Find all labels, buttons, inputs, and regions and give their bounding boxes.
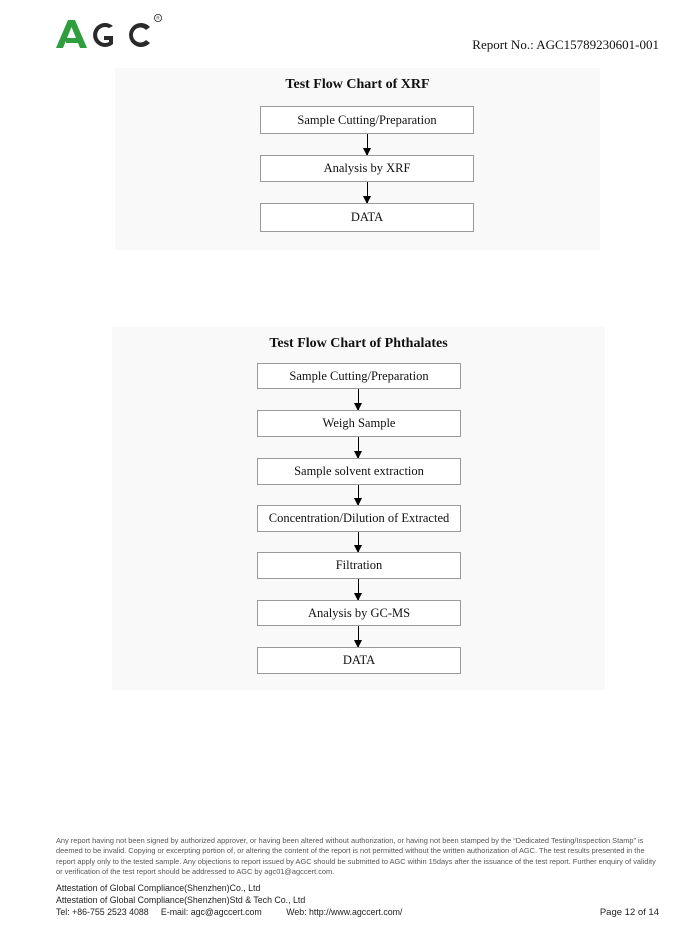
xrf-flow-chart <box>115 68 600 250</box>
xrf-step-box: Analysis by XRF <box>260 155 474 182</box>
agc-logo <box>56 14 166 54</box>
phthalates-step-box: DATA <box>257 647 461 674</box>
xrf-step-box: Sample Cutting/Preparation <box>260 106 474 134</box>
svg-text:R: R <box>156 15 160 21</box>
flow-arrow <box>367 134 368 155</box>
report-number: Report No.: AGC15789230601-001 <box>472 37 659 52</box>
phthalates-step-box: Sample Cutting/Preparation <box>257 363 461 389</box>
flow-arrow <box>358 579 359 600</box>
phthalates-step-box: Concentration/Dilution of Extracted <box>257 505 461 532</box>
page-number: Page 12 of 14 <box>599 907 659 918</box>
phthalates-step-box: Analysis by GC-MS <box>257 600 461 626</box>
contact-info: Tel: +86-755 2523 4088 E-mail: agc@agccert.com Web: http://www.agccert.com/ <box>56 907 403 917</box>
flow-arrow <box>358 626 359 647</box>
phthalates-chart-title: Test Flow Chart of Phthalates <box>269 336 448 351</box>
flow-arrow <box>358 437 359 458</box>
phthalates-flow-chart <box>112 327 605 690</box>
xrf-step-box: DATA <box>260 203 474 232</box>
phthalates-step-box: Weigh Sample <box>257 410 461 437</box>
report-disclaimer: Any report having not been signed by authorized approver, or having been altered without authorization, or having not been stamped by the “Dedicated Testing/Inspection Stamp” is deemed to be invalid. Copying or excerpting portion of, or altering the content of the report is not permitted without the written authorization of AGC. The test results presented in the report apply only to the tested sample. Any objections to report issued by AGC should be submitted to AGC within 15days after the issuance of the test report. Further enquiry of validity or verification of the test report should be addressed to AGC by agc01@agccert.com. <box>56 836 656 877</box>
flow-arrow <box>358 532 359 552</box>
flow-arrow <box>358 485 359 505</box>
company-name-1: Attestation of Global Compliance(Shenzhen)Co., Ltd <box>56 883 261 893</box>
xrf-chart-title: Test Flow Chart of XRF <box>285 77 430 92</box>
phthalates-step-box: Sample solvent extraction <box>257 458 461 485</box>
company-name-2: Attestation of Global Compliance(Shenzhen)Std & Tech Co., Ltd <box>56 895 306 905</box>
flow-arrow <box>358 389 359 410</box>
phthalates-step-box: Filtration <box>257 552 461 579</box>
flow-arrow <box>367 182 368 203</box>
